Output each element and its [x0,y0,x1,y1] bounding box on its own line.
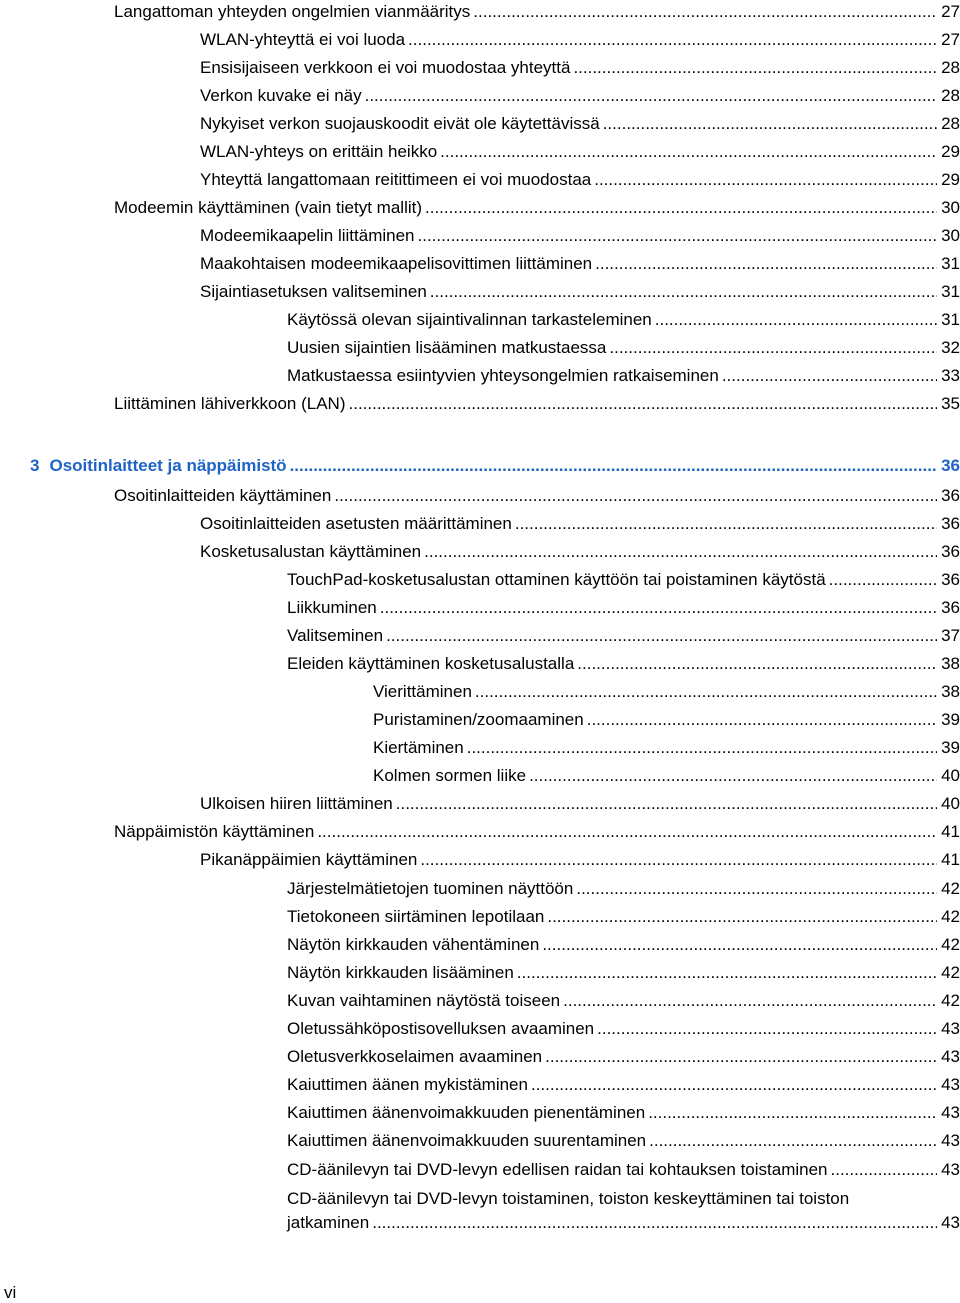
toc-entry[interactable] [287,570,960,590]
dot-leader [573,58,937,78]
toc-entry[interactable] [200,58,960,78]
toc-entry-page: 28 [941,86,960,105]
toc-entry-title: Kolmen sormen liike [373,766,527,785]
toc-entry[interactable] [114,486,960,506]
toc-entry[interactable] [200,170,960,190]
toc-entry-page: 42 [941,879,960,898]
toc-entry[interactable] [287,1047,960,1067]
toc-entry-page: 31 [941,310,960,329]
toc-entry-title: Modeemin käyttäminen (vain tietyt mallit) [114,198,423,217]
toc-entry[interactable] [200,86,960,106]
dot-leader [334,486,937,506]
toc-entry-page: 36 [941,542,960,561]
toc-entry[interactable] [114,198,960,218]
toc-entry-title: Puristaminen/zoomaaminen [373,710,584,729]
toc-entry[interactable] [200,30,960,50]
toc-entry-page: 35 [941,394,960,413]
dot-leader [576,879,937,899]
toc-entry-page: 43 [941,1131,960,1150]
dot-leader [290,456,938,476]
toc-entry[interactable] [287,1131,960,1151]
toc-entry-page: 39 [941,710,960,729]
dot-leader [597,1019,937,1039]
toc-entry-title: Eleiden käyttäminen kosketusalustalla [287,654,575,673]
toc-entry-title: CD-äänilevyn tai DVD-levyn edellisen raidan tai kohtauksen toistaminen [287,1160,828,1179]
toc-entry[interactable] [373,766,960,786]
toc-entry-title: Kaiuttimen äänen mykistäminen [287,1075,528,1094]
toc-entry[interactable] [373,710,960,730]
toc-entry-page: 32 [941,338,960,357]
toc-entry[interactable] [287,1075,960,1095]
toc-entry[interactable] [287,879,960,899]
toc-entry-page: 33 [941,366,960,385]
dot-leader [424,542,937,562]
toc-entry-page: 36 [941,456,960,475]
toc-entry-title: Osoitinlaitteet ja näppäimistö [49,456,287,475]
toc-entry-page: 43 [941,1160,960,1179]
toc-entry-page: 43 [941,1019,960,1038]
toc-entry-title: WLAN-yhteyttä ei voi luoda [200,30,406,49]
toc-entry-page: 43 [941,1213,960,1232]
toc-entry[interactable] [287,598,960,618]
dot-leader [440,142,937,162]
dot-leader [425,198,937,218]
toc-entry-title: Liikkuminen [287,598,377,617]
page-number: vi [4,1283,17,1302]
toc-entry-title: Ensisijaiseen verkkoon ei voi muodostaa yhteyttä [200,58,571,77]
toc-entry-page: 27 [941,30,960,49]
toc-entry[interactable] [200,850,960,870]
chapter-number: 3 [30,456,40,475]
toc-entry[interactable] [287,626,960,646]
toc-entry[interactable] [373,738,960,758]
toc-entry-page: 42 [941,991,960,1010]
toc-entry-page: 36 [941,598,960,617]
dot-leader [595,254,937,274]
toc-entry[interactable] [200,226,960,246]
dot-leader [829,570,937,590]
toc-entry[interactable] [287,1019,960,1039]
toc-entry[interactable] [114,2,960,22]
dot-leader [531,1075,937,1095]
dot-leader [396,794,937,814]
dot-leader [517,963,937,983]
dot-leader [655,310,937,330]
toc-entry-title: Maakohtaisen modeemikaapelisovittimen liittäminen [200,254,593,273]
toc-entry[interactable] [287,1160,960,1180]
dot-leader [587,710,937,730]
toc-entry-title: TouchPad-kosketusalustan ottaminen käyttöön tai poistaminen käytöstä [287,570,826,589]
toc-entry-title: Oletusverkkoselaimen avaaminen [287,1047,543,1066]
dot-leader [473,2,937,22]
toc-chapter-entry[interactable] [30,456,960,476]
toc-entry-title: Langattoman yhteyden ongelmien vianmääritys [114,2,471,21]
toc-entry-title: Osoitinlaitteiden asetusten määrittäminen [200,514,512,533]
toc-entry[interactable] [200,254,960,274]
dot-leader [648,1103,937,1123]
dot-leader [386,626,937,646]
dot-leader [372,1213,937,1233]
toc-entry-title: Matkustaessa esiintyvien yhteysongelmien ratkaiseminen [287,366,719,385]
toc-entry-title: CD-äänilevyn tai DVD-levyn toistaminen, toiston keskeyttäminen tai toiston [287,1189,850,1208]
dot-leader [349,394,938,414]
toc-entry-title: WLAN-yhteys on erittäin heikko [200,142,438,161]
toc-entry-title: Osoitinlaitteiden käyttäminen [114,486,332,505]
toc-entry-title: Vierittäminen [373,682,472,701]
toc-entry[interactable] [200,282,960,302]
toc-entry-title: Kosketusalustan käyttäminen [200,542,422,561]
toc-entry-page: 42 [941,935,960,954]
toc-entry-title: Liittäminen lähiverkkoon (LAN) [114,394,346,413]
toc-entry-page: 30 [941,198,960,217]
dot-leader [542,935,937,955]
dot-leader [430,282,937,302]
dot-leader [467,738,937,758]
dot-leader [831,1160,938,1180]
toc-entry-title: Kaiuttimen äänenvoimakkuuden suurentaminen [287,1131,647,1150]
toc-entry-title: Ulkoisen hiiren liittäminen [200,794,393,813]
dot-leader [475,682,937,702]
dot-leader [420,850,937,870]
toc-entry[interactable] [200,514,960,534]
toc-entry[interactable] [287,935,960,955]
toc-entry-page: 31 [941,282,960,301]
toc-entry[interactable] [287,366,960,386]
dot-leader [577,654,937,674]
dot-leader [563,991,937,1011]
dot-leader [418,226,938,246]
toc-entry-page: 36 [941,486,960,505]
toc-entry[interactable] [287,907,960,927]
toc-entry-page: 43 [941,1103,960,1122]
toc-entry-page: 42 [941,963,960,982]
toc-entry-title: Kaiuttimen äänenvoimakkuuden pienentäminen [287,1103,646,1122]
toc-entry-page: 41 [941,850,960,869]
dot-leader [408,30,937,50]
toc-entry-title: Tietokoneen siirtäminen lepotilaan [287,907,545,926]
toc-entry-page: 31 [941,254,960,273]
toc-entry-page: 43 [941,1047,960,1066]
toc-entry-title: Nykyiset verkon suojauskoodit eivät ole käytettävissä [200,114,600,133]
dot-leader [317,822,937,842]
dot-leader [609,338,937,358]
toc-entry[interactable] [114,394,960,414]
dot-leader [545,1047,937,1067]
toc-entry-title: Oletussähköpostisovelluksen avaaminen [287,1019,595,1038]
toc-entry[interactable] [287,963,960,983]
toc-entry[interactable] [287,310,960,330]
toc-entry-title: Käytössä olevan sijaintivalinnan tarkasteleminen [287,310,652,329]
toc-entry-title: Järjestelmätietojen tuominen näyttöön [287,879,574,898]
toc-entry-title: Valitseminen [287,626,384,645]
toc-entry[interactable] [287,1189,960,1233]
toc-entry-title: Kuvan vaihtaminen näytöstä toiseen [287,991,561,1010]
toc-entry-title: Verkon kuvake ei näy [200,86,362,105]
toc-entry-page: 41 [941,822,960,841]
toc-entry[interactable] [373,682,960,702]
dot-leader [603,114,937,134]
toc-entry-page: 37 [941,626,960,645]
toc-entry[interactable] [200,542,960,562]
toc-entry-page: 42 [941,907,960,926]
dot-leader [594,170,937,190]
dot-leader [380,598,937,618]
toc-entry-title: Pikanäppäimien käyttäminen [200,850,418,869]
toc-entry-title: Näytön kirkkauden vähentäminen [287,935,540,954]
toc-entry[interactable] [287,1103,960,1123]
toc-entry-page: 43 [941,1075,960,1094]
dot-leader [365,86,937,106]
toc-entry-page: 28 [941,114,960,133]
toc-entry[interactable] [287,991,960,1011]
toc-entry-title: Näppäimistön käyttäminen [114,822,315,841]
toc-entry-page: 30 [941,226,960,245]
toc-entry-continuation [287,1213,960,1233]
toc-entry-title: Kiertäminen [373,738,464,757]
toc-entry-page: 40 [941,766,960,785]
toc-entry-title: Modeemikaapelin liittäminen [200,226,415,245]
toc-entry-page: 29 [941,170,960,189]
toc-entry-page: 36 [941,514,960,533]
toc-entry-page: 29 [941,142,960,161]
toc-entry-page: 38 [941,654,960,673]
toc-entry-page: 27 [941,2,960,21]
toc-entry[interactable] [200,794,960,814]
toc-entry-page: 36 [941,570,960,589]
toc-entry-title-continued: jatkaminen [287,1213,370,1232]
toc-entry-title: Yhteyttä langattomaan reitittimeen ei voi muodostaa [200,170,592,189]
dot-leader [529,766,937,786]
toc-entry[interactable] [114,822,960,842]
toc-entry-title: Sijaintiasetuksen valitseminen [200,282,427,301]
dot-leader [515,514,937,534]
toc-entry-page: 40 [941,794,960,813]
toc-entry[interactable] [287,338,960,358]
toc-entry[interactable] [287,654,960,674]
toc-entry-page: 28 [941,58,960,77]
toc-entry-title: Näytön kirkkauden lisääminen [287,963,514,982]
dot-leader [722,366,937,386]
toc-entry-page: 39 [941,738,960,757]
toc-entry-page: 38 [941,682,960,701]
dot-leader [547,907,937,927]
dot-leader [649,1131,937,1151]
toc-entry[interactable] [200,142,960,162]
toc-entry[interactable] [200,114,960,134]
toc-entry-title: Uusien sijaintien lisääminen matkustaessa [287,338,607,357]
